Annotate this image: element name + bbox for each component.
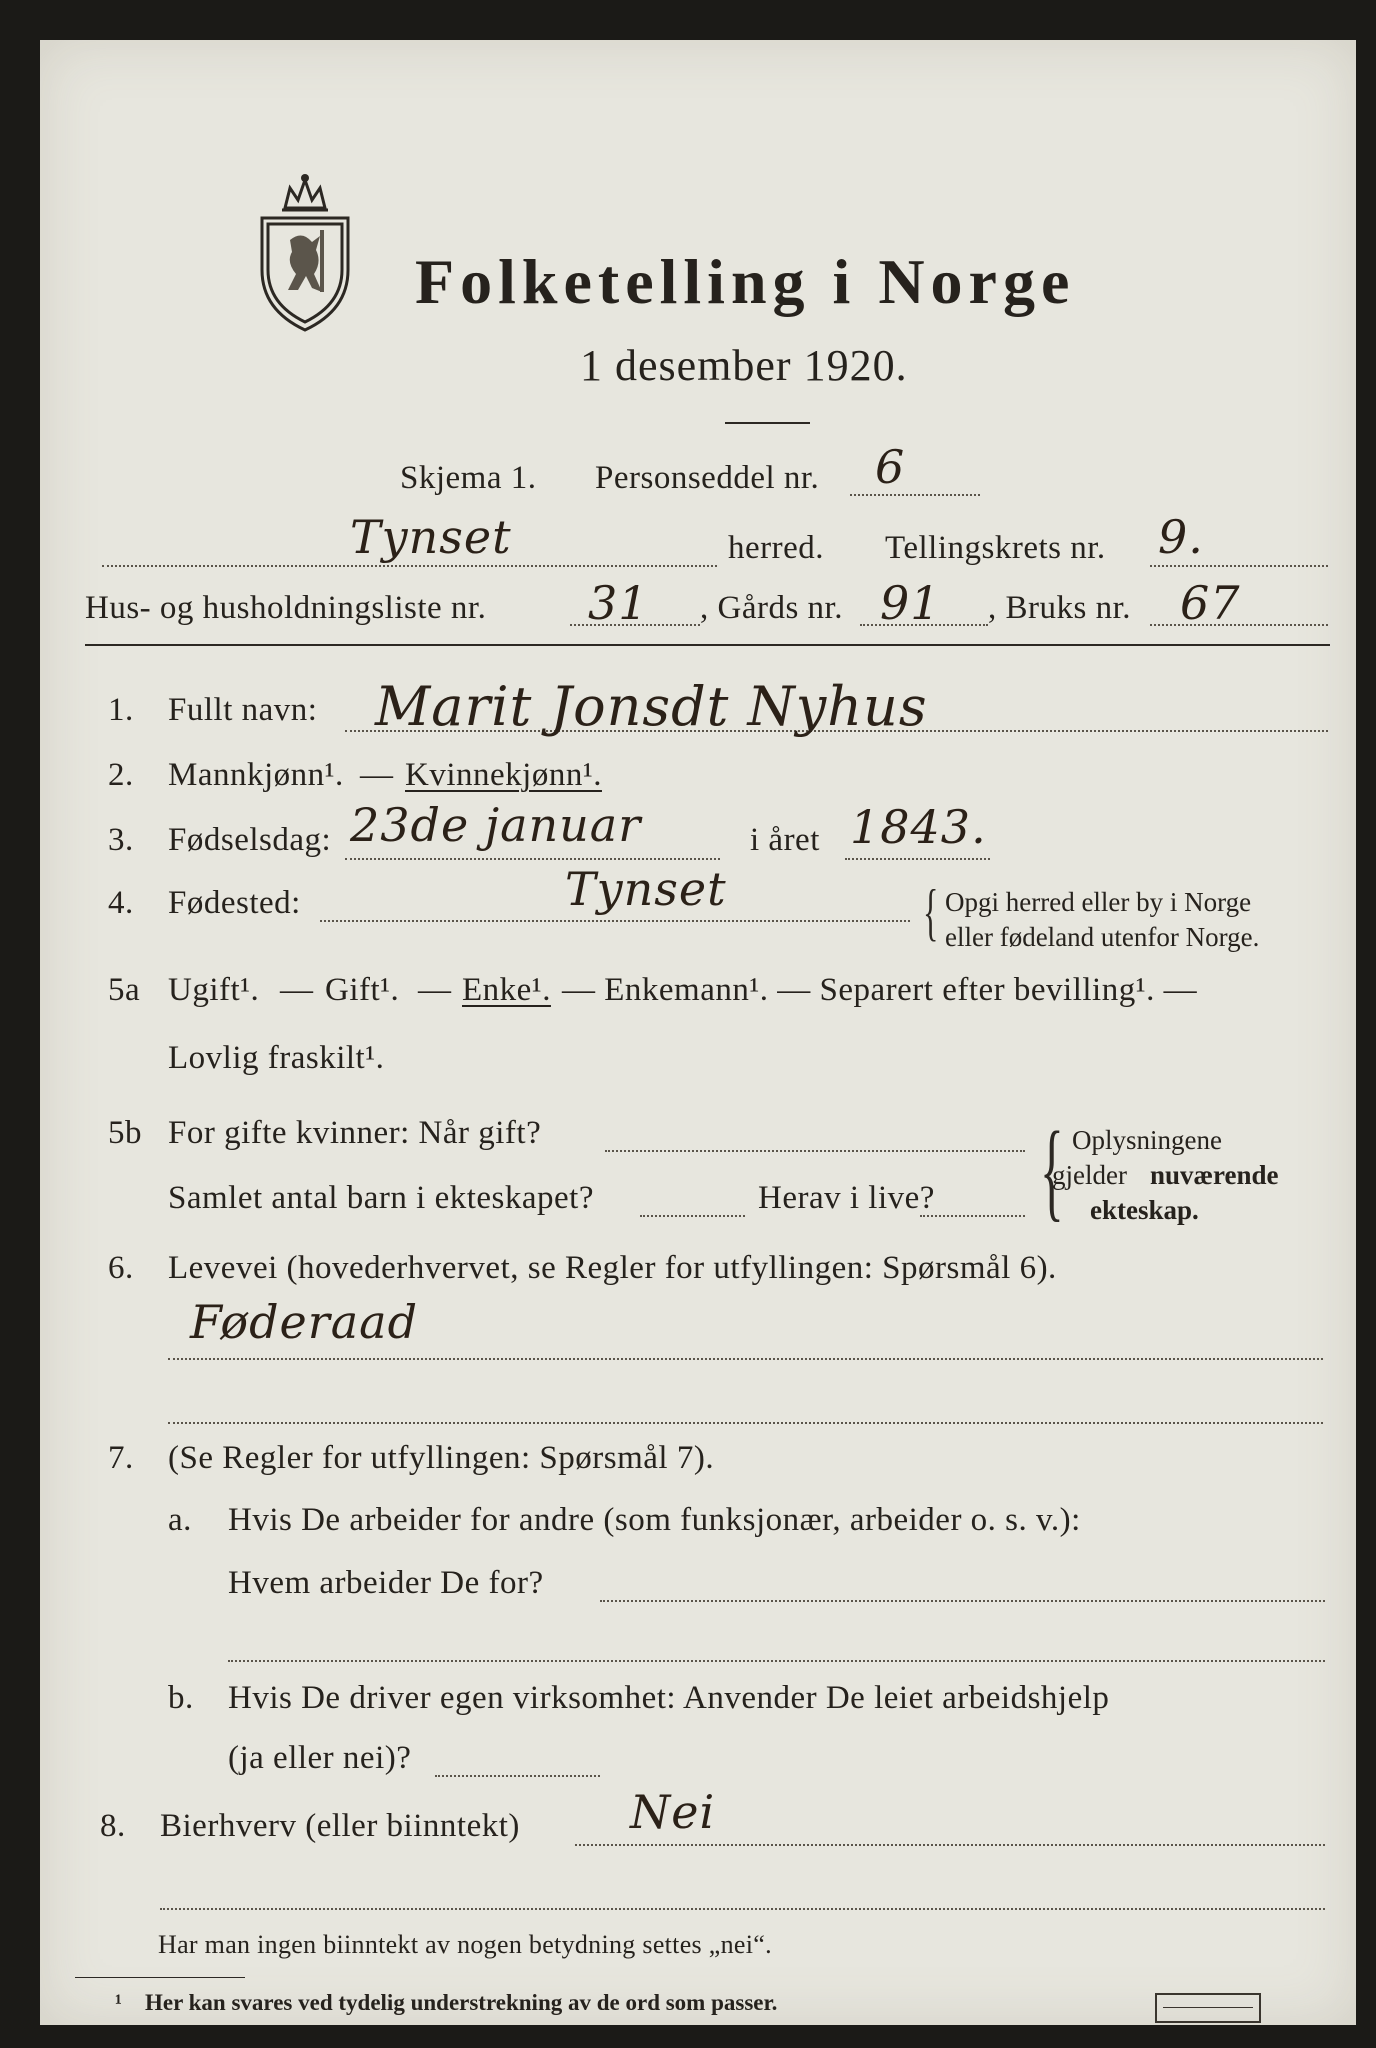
q7-label: (Se Regler for utfyllingen: Spørsmål 7). bbox=[168, 1440, 715, 1476]
q5b-number: 5b bbox=[108, 1115, 142, 1151]
q6-line1 bbox=[168, 1358, 1323, 1360]
q7b-line2: (ja eller nei)? bbox=[228, 1740, 412, 1776]
q8-value: Nei bbox=[630, 1785, 716, 1839]
q2-male: Mannkjønn¹. bbox=[168, 757, 344, 793]
coat-of-arms-icon bbox=[250, 170, 360, 335]
q6-value: Føderaad bbox=[190, 1295, 419, 1349]
q4-note-line1: Opgi herred eller by i Norge bbox=[945, 887, 1252, 917]
q5b-live-line bbox=[920, 1215, 1025, 1217]
q6-number: 6. bbox=[108, 1250, 134, 1286]
personseddel-label: Personseddel nr. bbox=[595, 460, 820, 496]
q7a-line2-blank bbox=[228, 1660, 1325, 1662]
q7a-line2: Hvem arbeider De for? bbox=[228, 1565, 544, 1601]
note-text: Har man ingen biinntekt av nogen betydning settes „nei“. bbox=[158, 1930, 772, 1959]
q5a-line2: Lovlig fraskilt¹. bbox=[168, 1040, 385, 1076]
personseddel-value: 6 bbox=[875, 440, 906, 494]
husliste-label: Hus- og husholdningsliste nr. bbox=[85, 590, 487, 626]
q3-value: 23de januar bbox=[350, 798, 642, 852]
q1-label: Fullt navn: bbox=[168, 692, 318, 728]
tellingskrets-line bbox=[1150, 565, 1328, 567]
q5b-gift-line bbox=[605, 1150, 1025, 1152]
gards-label: , Gårds nr. bbox=[700, 590, 843, 626]
q5b-barn-line bbox=[640, 1215, 745, 1217]
q8-line bbox=[575, 1844, 1325, 1846]
q3-year-label: i året bbox=[750, 822, 820, 858]
q6-label: Levevei (hovederhvervet, se Regler for utfyllingen: Spørsmål 6). bbox=[168, 1250, 1057, 1286]
q5a-number: 5a bbox=[108, 972, 141, 1008]
q7b-line1: Hvis De driver egen virksomhet: Anvender De leiet arbeidshjelp bbox=[228, 1680, 1110, 1716]
q2-female-underlined: Kvinnekjønn¹. bbox=[405, 757, 602, 793]
q2-number: 2. bbox=[108, 757, 134, 793]
printer-stamp-icon bbox=[1155, 1993, 1261, 2023]
title-divider bbox=[725, 422, 810, 424]
q5b-note-brace: { bbox=[1040, 1109, 1064, 1231]
q6-line2 bbox=[168, 1422, 1323, 1424]
herred-line bbox=[102, 565, 717, 567]
q8-label: Bierhverv (eller biinntekt) bbox=[160, 1808, 520, 1844]
q5a-rest: — Enkemann¹. — Separert efter bevilling¹. — bbox=[562, 972, 1198, 1008]
footnote-mark: ¹ bbox=[115, 1990, 122, 2015]
q5a-ugift: Ugift¹. bbox=[168, 972, 260, 1008]
q5b-line2a: Samlet antal barn i ekteskapet? bbox=[168, 1180, 595, 1216]
tellingskrets-value: 9. bbox=[1158, 510, 1204, 564]
q7b-line bbox=[435, 1775, 600, 1777]
census-date: 1 desember 1920. bbox=[580, 341, 908, 390]
herred-label: herred. bbox=[728, 530, 825, 566]
form-title: Folketelling i Norge bbox=[415, 246, 1076, 317]
q4-note-line2: eller fødeland utenfor Norge. bbox=[945, 922, 1260, 952]
q5a-gift: Gift¹. bbox=[325, 972, 400, 1008]
q5b-note-line1: Oplysningene bbox=[1072, 1125, 1222, 1155]
q8-number: 8. bbox=[100, 1808, 126, 1844]
q2-dash: — bbox=[360, 757, 394, 793]
gards-value: 91 bbox=[880, 576, 941, 630]
q7a-line1: Hvis De arbeider for andre (som funksjonær, arbeider o. s. v.): bbox=[228, 1502, 1081, 1538]
header-rule bbox=[85, 644, 1330, 646]
q5b-note-line2a: gjelder bbox=[1052, 1160, 1127, 1190]
q3-year-line bbox=[845, 858, 990, 860]
q7a-letter: a. bbox=[168, 1502, 192, 1538]
q7b-letter: b. bbox=[168, 1680, 194, 1716]
q3-number: 3. bbox=[108, 822, 134, 858]
q7-number: 7. bbox=[108, 1440, 134, 1476]
census-form-page bbox=[40, 40, 1356, 2025]
tellingskrets-label: Tellingskrets nr. bbox=[885, 530, 1106, 566]
q5a-enke-underlined: Enke¹. bbox=[462, 972, 551, 1008]
husliste-value: 31 bbox=[588, 576, 649, 630]
footnote-text: Her kan svares ved tydelig understrekning av de ord som passer. bbox=[145, 1990, 778, 2015]
q1-number: 1. bbox=[108, 692, 134, 728]
q5b-line2b: Herav i live? bbox=[758, 1180, 935, 1216]
q5b-note-line2b: nuværende bbox=[1150, 1160, 1279, 1190]
footnote-rule bbox=[75, 1977, 245, 1978]
q7a-line bbox=[600, 1600, 1325, 1602]
q3-year-value: 1843. bbox=[850, 800, 987, 854]
q4-note-brace: { bbox=[923, 876, 939, 947]
q5b-line1: For gifte kvinner: Når gift? bbox=[168, 1115, 542, 1151]
q8-line2 bbox=[160, 1908, 1325, 1910]
q5b-note-line3: ekteskap. bbox=[1090, 1195, 1199, 1225]
q4-number: 4. bbox=[108, 885, 134, 921]
q4-line bbox=[320, 920, 910, 922]
q4-value: Tynset bbox=[565, 862, 727, 916]
schema-label: Skjema 1. bbox=[400, 460, 537, 496]
bruks-label: , Bruks nr. bbox=[988, 590, 1132, 626]
q3-label: Fødselsdag: bbox=[168, 822, 332, 858]
q1-value: Marit Jonsdt Nyhus bbox=[375, 675, 928, 738]
q4-label: Fødested: bbox=[168, 885, 301, 921]
q5a-dash1: — bbox=[280, 972, 314, 1008]
q5a-dash2: — bbox=[418, 972, 452, 1008]
herred-value: Tynset bbox=[350, 510, 512, 564]
personseddel-line bbox=[850, 494, 980, 496]
bruks-value: 67 bbox=[1180, 576, 1241, 630]
q3-date-line bbox=[345, 858, 720, 860]
